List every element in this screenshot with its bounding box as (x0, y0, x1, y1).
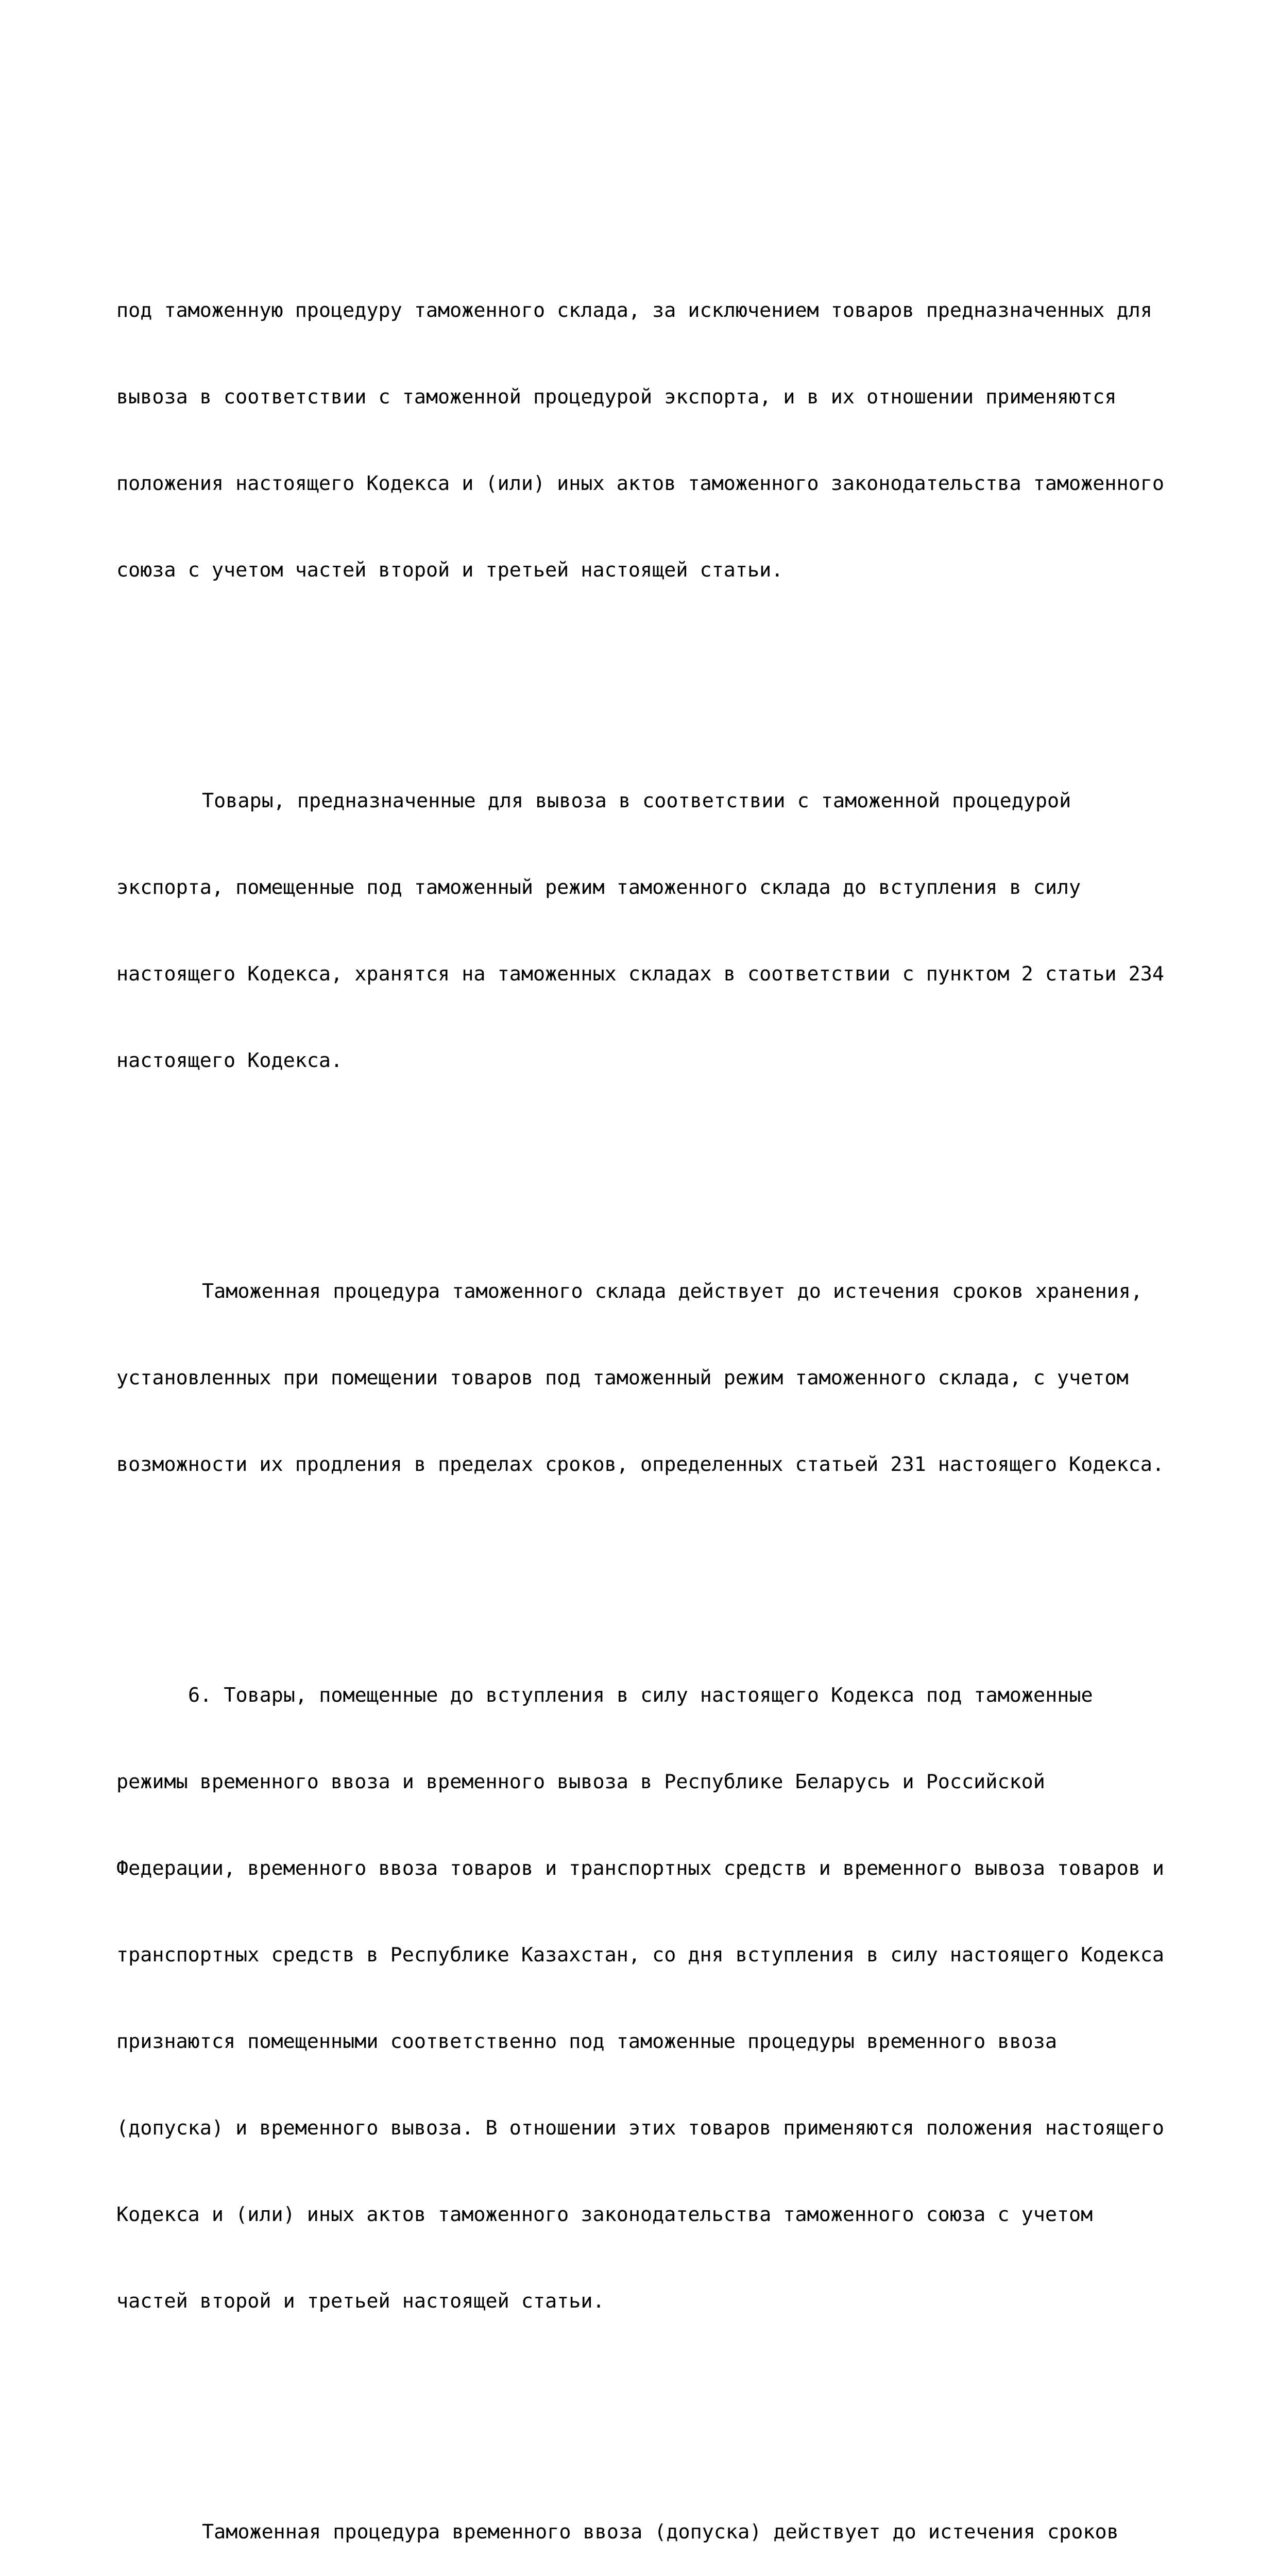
paragraph-export-goods-storage (116, 729, 1198, 1133)
text-line: союза с учетом частей второй и третьей настоящей статьи. (116, 558, 783, 582)
paragraph-temporary-import-term (116, 2460, 1198, 2576)
text-line: режимы временного ввоза и временного вывоза в Республике Беларусь и Российской (116, 1770, 1045, 1793)
document-page (116, 152, 1198, 2576)
text-line: под таможенную процедуру таможенного склада, за исключением товаров предназначенных для (116, 299, 1152, 322)
text-line: Федерации, временного ввоза товаров и транспортных средств и временного вывоза товаров и (116, 1857, 1164, 1880)
text-line: установленных при помещении товаров под таможенный режим таможенного склада, с учетом (116, 1366, 1129, 1389)
text-line: 6. Товары, помещенные до вступления в силу настоящего Кодекса под таможенные (188, 1684, 1093, 1707)
text-line: экспорта, помещенные под таможенный режим таможенного склада до вступления в силу (116, 876, 1081, 899)
text-line: Товары, предназначенные для вывоза в соответствии с таможенной процедурой (202, 789, 1071, 812)
text-line: возможности их продления в пределах сроков, определенных статьей 231 настоящего Кодекса. (116, 1453, 1164, 1476)
text-line: настоящего Кодекса. (116, 1049, 343, 1072)
text-line: вывоза в соответствии с таможенной процедурой экспорта, и в их отношении применяются (116, 385, 1117, 409)
paragraph-customs-warehouse-continuation (116, 239, 1198, 642)
text-line: Таможенная процедура таможенного склада действует до истечения сроков хранения, (202, 1280, 1143, 1303)
text-line: транспортных средств в Республике Казахстан, со дня вступления в силу настоящего Кодекса (116, 1943, 1164, 1967)
text-line: (допуска) и временного вывоза. В отношении этих товаров применяются положения настоящего (116, 2116, 1164, 2140)
text-line: признаются помещенными соответственно под таможенные процедуры временного ввоза (116, 2030, 1057, 2053)
text-line: Таможенная процедура временного ввоза (допуска) действует до истечения сроков (202, 2520, 1119, 2544)
text-line: настоящего Кодекса, хранятся на таможенных складах в соответствии с пунктом 2 статьи 234 (116, 962, 1164, 986)
text-line: положения настоящего Кодекса и (или) иных актов таможенного законодательства таможенного (116, 472, 1164, 495)
text-line: частей второй и третьей настоящей статьи. (116, 2290, 605, 2313)
paragraph-warehouse-procedure-term (116, 1219, 1198, 1537)
paragraph-item-6 (116, 1623, 1198, 2374)
text-line: Кодекса и (или) иных актов таможенного законодательства таможенного союза с учетом (116, 2203, 1093, 2226)
